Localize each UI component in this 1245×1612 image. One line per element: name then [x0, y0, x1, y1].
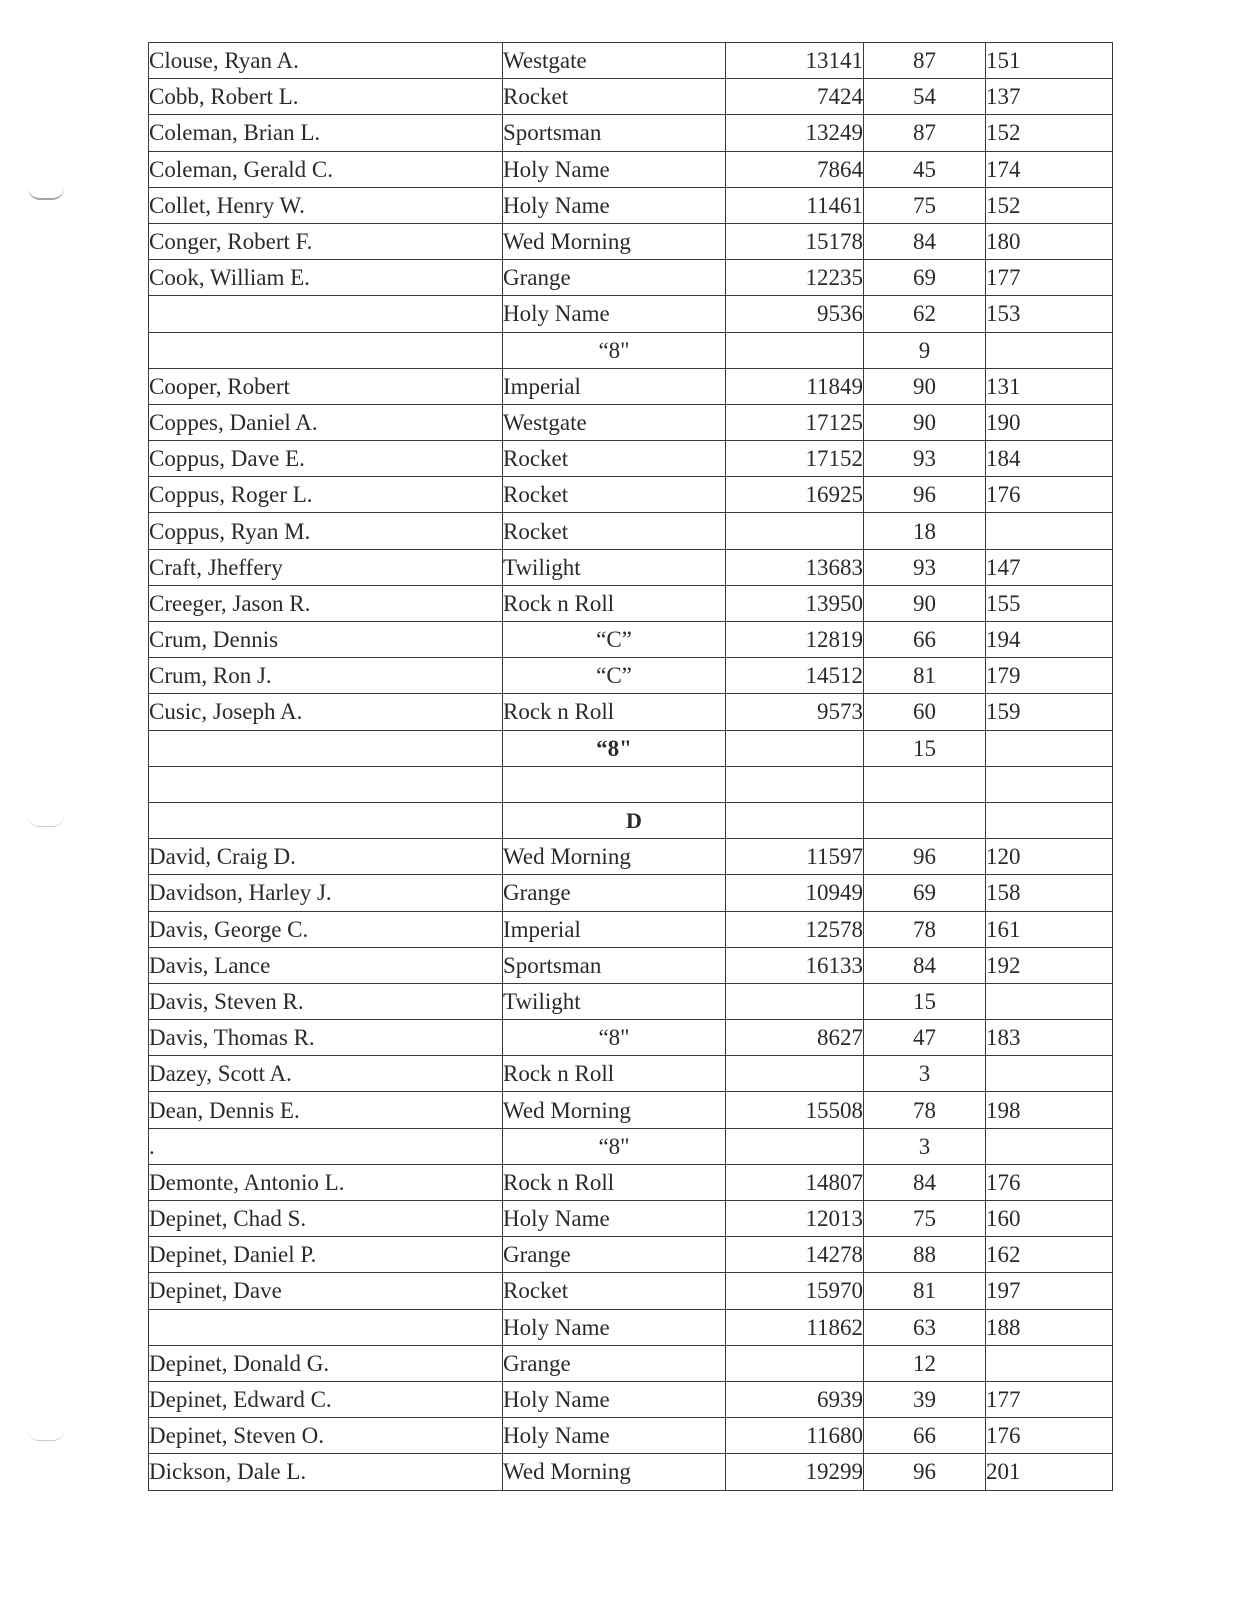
- table-row: [149, 1273, 1113, 1309]
- total-pins-cell: [726, 983, 864, 1019]
- games-cell: [864, 802, 986, 838]
- total-pins-cell: 12578: [726, 911, 864, 947]
- average-cell: 162: [986, 1237, 1113, 1273]
- total-pins-cell: 12013: [726, 1201, 864, 1237]
- bowler-name-cell: Cobb, Robert L.: [149, 79, 503, 115]
- games-cell: 90: [864, 585, 986, 621]
- games-cell: 69: [864, 875, 986, 911]
- total-pins-cell: [726, 1345, 864, 1381]
- average-cell: 152: [986, 187, 1113, 223]
- table-row: [149, 694, 1113, 730]
- games-cell: 81: [864, 1273, 986, 1309]
- binder-hole-mark: [28, 188, 64, 200]
- average-cell: 179: [986, 658, 1113, 694]
- games-cell: 18: [864, 513, 986, 549]
- games-cell: 78: [864, 1092, 986, 1128]
- bowler-name-cell: Coleman, Brian L.: [149, 115, 503, 151]
- league-cell: Imperial: [503, 911, 726, 947]
- bowler-name-cell: [149, 332, 503, 368]
- average-cell: 176: [986, 1418, 1113, 1454]
- league-cell: Holy Name: [503, 296, 726, 332]
- average-cell: 159: [986, 694, 1113, 730]
- bowler-name-cell: Davis, Thomas R.: [149, 1020, 503, 1056]
- games-cell: 60: [864, 694, 986, 730]
- games-cell: 3: [864, 1056, 986, 1092]
- table-row: [149, 368, 1113, 404]
- total-pins-cell: 14278: [726, 1237, 864, 1273]
- games-cell: 90: [864, 368, 986, 404]
- league-cell: Wed Morning: [503, 1092, 726, 1128]
- section-header-row: [149, 802, 1113, 838]
- bowler-name-cell: Dazey, Scott A.: [149, 1056, 503, 1092]
- league-cell: Rocket: [503, 79, 726, 115]
- total-pins-cell: 11680: [726, 1418, 864, 1454]
- games-cell: [864, 766, 986, 802]
- average-cell: 183: [986, 1020, 1113, 1056]
- total-pins-cell: 12819: [726, 622, 864, 658]
- total-pins-cell: 14512: [726, 658, 864, 694]
- league-cell: Holy Name: [503, 1381, 726, 1417]
- average-cell: 137: [986, 79, 1113, 115]
- table-row: [149, 43, 1113, 79]
- average-cell: 131: [986, 368, 1113, 404]
- games-cell: 75: [864, 187, 986, 223]
- league-cell: Wed Morning: [503, 1454, 726, 1490]
- league-cell: Rocket: [503, 1273, 726, 1309]
- games-cell: 84: [864, 223, 986, 259]
- table-row: [149, 1128, 1113, 1164]
- total-pins-cell: [726, 802, 864, 838]
- total-pins-cell: 19299: [726, 1454, 864, 1490]
- bowler-name-cell: Collet, Henry W.: [149, 187, 503, 223]
- games-cell: 3: [864, 1128, 986, 1164]
- table-row: [149, 658, 1113, 694]
- total-pins-cell: [726, 513, 864, 549]
- table-row: [149, 260, 1113, 296]
- total-pins-cell: 17152: [726, 441, 864, 477]
- table-row: [149, 585, 1113, 621]
- binder-hole-mark: [28, 816, 64, 827]
- bowler-name-cell: .: [149, 1128, 503, 1164]
- average-cell: 180: [986, 223, 1113, 259]
- games-cell: 39: [864, 1381, 986, 1417]
- league-cell: Twilight: [503, 983, 726, 1019]
- table-row: [149, 1092, 1113, 1128]
- average-cell: 152: [986, 115, 1113, 151]
- league-cell: Wed Morning: [503, 839, 726, 875]
- league-cell: Rock n Roll: [503, 585, 726, 621]
- table-row: [149, 730, 1113, 766]
- table-row: [149, 947, 1113, 983]
- games-cell: 62: [864, 296, 986, 332]
- table-row: [149, 1309, 1113, 1345]
- table-row: [149, 549, 1113, 585]
- league-cell: Rocket: [503, 477, 726, 513]
- games-cell: 15: [864, 730, 986, 766]
- league-cell: Grange: [503, 875, 726, 911]
- league-cell: Imperial: [503, 368, 726, 404]
- league-cell: Sportsman: [503, 947, 726, 983]
- average-cell: [986, 802, 1113, 838]
- bowler-name-cell: [149, 730, 503, 766]
- average-cell: 190: [986, 404, 1113, 440]
- league-cell: Holy Name: [503, 1309, 726, 1345]
- games-cell: 96: [864, 477, 986, 513]
- total-pins-cell: [726, 730, 864, 766]
- average-cell: [986, 1345, 1113, 1381]
- games-cell: 78: [864, 911, 986, 947]
- total-pins-cell: 11849: [726, 368, 864, 404]
- league-cell: Sportsman: [503, 115, 726, 151]
- total-pins-cell: 11461: [726, 187, 864, 223]
- bowler-name-cell: Davidson, Harley J.: [149, 875, 503, 911]
- table-row: [149, 1056, 1113, 1092]
- league-cell: Rock n Roll: [503, 694, 726, 730]
- total-pins-cell: [726, 332, 864, 368]
- total-pins-cell: 6939: [726, 1381, 864, 1417]
- bowler-name-cell: [149, 802, 503, 838]
- league-cell: Rocket: [503, 513, 726, 549]
- total-pins-cell: 10949: [726, 875, 864, 911]
- average-cell: 194: [986, 622, 1113, 658]
- total-pins-cell: 7864: [726, 151, 864, 187]
- table-row: [149, 477, 1113, 513]
- bowler-name-cell: Crum, Ron J.: [149, 658, 503, 694]
- games-cell: 63: [864, 1309, 986, 1345]
- bowler-name-cell: Clouse, Ryan A.: [149, 43, 503, 79]
- average-cell: 198: [986, 1092, 1113, 1128]
- total-pins-cell: 15508: [726, 1092, 864, 1128]
- table-row: [149, 1237, 1113, 1273]
- games-cell: 12: [864, 1345, 986, 1381]
- roster-body: [149, 43, 1113, 1491]
- bowler-name-cell: Demonte, Antonio L.: [149, 1164, 503, 1200]
- games-cell: 66: [864, 1418, 986, 1454]
- total-pins-cell: 8627: [726, 1020, 864, 1056]
- table-row: [149, 151, 1113, 187]
- average-cell: [986, 766, 1113, 802]
- league-cell: “C”: [503, 622, 726, 658]
- table-row: [149, 296, 1113, 332]
- table-row: [149, 441, 1113, 477]
- bowler-name-cell: Coppus, Dave E.: [149, 441, 503, 477]
- bowler-name-cell: Craft, Jheffery: [149, 549, 503, 585]
- bowler-name-cell: Depinet, Donald G.: [149, 1345, 503, 1381]
- league-cell: Holy Name: [503, 1418, 726, 1454]
- total-pins-cell: 14807: [726, 1164, 864, 1200]
- total-pins-cell: 13249: [726, 115, 864, 151]
- table-row: [149, 839, 1113, 875]
- binder-hole-mark: [28, 1430, 64, 1441]
- games-cell: 96: [864, 1454, 986, 1490]
- total-pins-cell: 12235: [726, 260, 864, 296]
- league-cell: Holy Name: [503, 151, 726, 187]
- bowler-name-cell: Cusic, Joseph A.: [149, 694, 503, 730]
- total-pins-cell: 15178: [726, 223, 864, 259]
- bowler-name-cell: [149, 296, 503, 332]
- league-cell: Rocket: [503, 441, 726, 477]
- total-pins-cell: 15970: [726, 1273, 864, 1309]
- table-row: [149, 1345, 1113, 1381]
- league-cell: [503, 766, 726, 802]
- average-cell: 153: [986, 296, 1113, 332]
- table-row: [149, 404, 1113, 440]
- bowler-name-cell: Depinet, Dave: [149, 1273, 503, 1309]
- games-cell: 96: [864, 839, 986, 875]
- league-cell: Wed Morning: [503, 223, 726, 259]
- average-cell: [986, 332, 1113, 368]
- average-cell: 155: [986, 585, 1113, 621]
- table-row: [149, 513, 1113, 549]
- bowler-name-cell: Depinet, Steven O.: [149, 1418, 503, 1454]
- bowler-name-cell: Conger, Robert F.: [149, 223, 503, 259]
- bowler-name-cell: Cook, William E.: [149, 260, 503, 296]
- league-cell: Rock n Roll: [503, 1164, 726, 1200]
- table-row: [149, 1454, 1113, 1490]
- bowler-name-cell: Cooper, Robert: [149, 368, 503, 404]
- table-row: [149, 875, 1113, 911]
- average-cell: 176: [986, 477, 1113, 513]
- bowler-name-cell: Creeger, Jason R.: [149, 585, 503, 621]
- total-pins-cell: [726, 1056, 864, 1092]
- league-cell: Westgate: [503, 43, 726, 79]
- average-cell: 201: [986, 1454, 1113, 1490]
- bowler-name-cell: Depinet, Daniel P.: [149, 1237, 503, 1273]
- table-row: [149, 1201, 1113, 1237]
- table-row: [149, 187, 1113, 223]
- average-cell: 160: [986, 1201, 1113, 1237]
- average-cell: 177: [986, 1381, 1113, 1417]
- table-row: [149, 332, 1113, 368]
- league-cell: Rock n Roll: [503, 1056, 726, 1092]
- league-cell: Twilight: [503, 549, 726, 585]
- table-row: [149, 911, 1113, 947]
- total-pins-cell: 11862: [726, 1309, 864, 1345]
- table-row: [149, 1164, 1113, 1200]
- average-cell: 147: [986, 549, 1113, 585]
- games-cell: 47: [864, 1020, 986, 1056]
- average-cell: [986, 730, 1113, 766]
- table-row: [149, 1020, 1113, 1056]
- total-pins-cell: 9573: [726, 694, 864, 730]
- total-pins-cell: 9536: [726, 296, 864, 332]
- average-cell: 176: [986, 1164, 1113, 1200]
- bowler-name-cell: Dickson, Dale L.: [149, 1454, 503, 1490]
- bowler-name-cell: Crum, Dennis: [149, 622, 503, 658]
- bowler-name-cell: Davis, Steven R.: [149, 983, 503, 1019]
- average-cell: 174: [986, 151, 1113, 187]
- average-cell: [986, 1128, 1113, 1164]
- bowler-name-cell: Depinet, Edward C.: [149, 1381, 503, 1417]
- league-cell: “8": [503, 730, 726, 766]
- average-cell: 188: [986, 1309, 1113, 1345]
- average-cell: 177: [986, 260, 1113, 296]
- games-cell: 84: [864, 1164, 986, 1200]
- league-cell: Grange: [503, 260, 726, 296]
- average-cell: [986, 513, 1113, 549]
- bowler-name-cell: Depinet, Chad S.: [149, 1201, 503, 1237]
- games-cell: 88: [864, 1237, 986, 1273]
- league-cell: Holy Name: [503, 187, 726, 223]
- league-cell: Grange: [503, 1345, 726, 1381]
- table-row: [149, 1381, 1113, 1417]
- average-cell: 184: [986, 441, 1113, 477]
- league-cell: Westgate: [503, 404, 726, 440]
- section-letter: D: [503, 802, 726, 838]
- total-pins-cell: [726, 1128, 864, 1164]
- total-pins-cell: [726, 766, 864, 802]
- total-pins-cell: 13141: [726, 43, 864, 79]
- average-cell: 192: [986, 947, 1113, 983]
- average-cell: 158: [986, 875, 1113, 911]
- total-pins-cell: 16925: [726, 477, 864, 513]
- table-row: [149, 983, 1113, 1019]
- average-cell: 161: [986, 911, 1113, 947]
- table-row: [149, 79, 1113, 115]
- total-pins-cell: 17125: [726, 404, 864, 440]
- games-cell: 69: [864, 260, 986, 296]
- league-cell: Holy Name: [503, 1201, 726, 1237]
- bowler-roster-table: [148, 42, 1113, 1491]
- average-cell: [986, 983, 1113, 1019]
- bowler-name-cell: Coppes, Daniel A.: [149, 404, 503, 440]
- bowler-name-cell: Coleman, Gerald C.: [149, 151, 503, 187]
- games-cell: 87: [864, 115, 986, 151]
- league-cell: “8": [503, 332, 726, 368]
- games-cell: 84: [864, 947, 986, 983]
- table-row: [149, 622, 1113, 658]
- games-cell: 81: [864, 658, 986, 694]
- games-cell: 15: [864, 983, 986, 1019]
- games-cell: 45: [864, 151, 986, 187]
- games-cell: 90: [864, 404, 986, 440]
- league-cell: “C”: [503, 658, 726, 694]
- table-row: [149, 223, 1113, 259]
- bowler-name-cell: David, Craig D.: [149, 839, 503, 875]
- games-cell: 54: [864, 79, 986, 115]
- league-cell: Grange: [503, 1237, 726, 1273]
- bowler-name-cell: Davis, Lance: [149, 947, 503, 983]
- total-pins-cell: 11597: [726, 839, 864, 875]
- average-cell: 120: [986, 839, 1113, 875]
- table-row: [149, 115, 1113, 151]
- league-cell: “8": [503, 1020, 726, 1056]
- total-pins-cell: 7424: [726, 79, 864, 115]
- bowler-name-cell: Davis, George C.: [149, 911, 503, 947]
- table-row: [149, 1418, 1113, 1454]
- games-cell: 87: [864, 43, 986, 79]
- total-pins-cell: 13683: [726, 549, 864, 585]
- games-cell: 66: [864, 622, 986, 658]
- table-row: [149, 766, 1113, 802]
- total-pins-cell: 16133: [726, 947, 864, 983]
- average-cell: [986, 1056, 1113, 1092]
- bowler-name-cell: [149, 1309, 503, 1345]
- games-cell: 9: [864, 332, 986, 368]
- bowler-name-cell: Dean, Dennis E.: [149, 1092, 503, 1128]
- bowler-name-cell: [149, 766, 503, 802]
- league-cell: “8": [503, 1128, 726, 1164]
- total-pins-cell: 13950: [726, 585, 864, 621]
- bowler-name-cell: Coppus, Roger L.: [149, 477, 503, 513]
- bowler-name-cell: Coppus, Ryan M.: [149, 513, 503, 549]
- average-cell: 151: [986, 43, 1113, 79]
- games-cell: 75: [864, 1201, 986, 1237]
- games-cell: 93: [864, 549, 986, 585]
- games-cell: 93: [864, 441, 986, 477]
- average-cell: 197: [986, 1273, 1113, 1309]
